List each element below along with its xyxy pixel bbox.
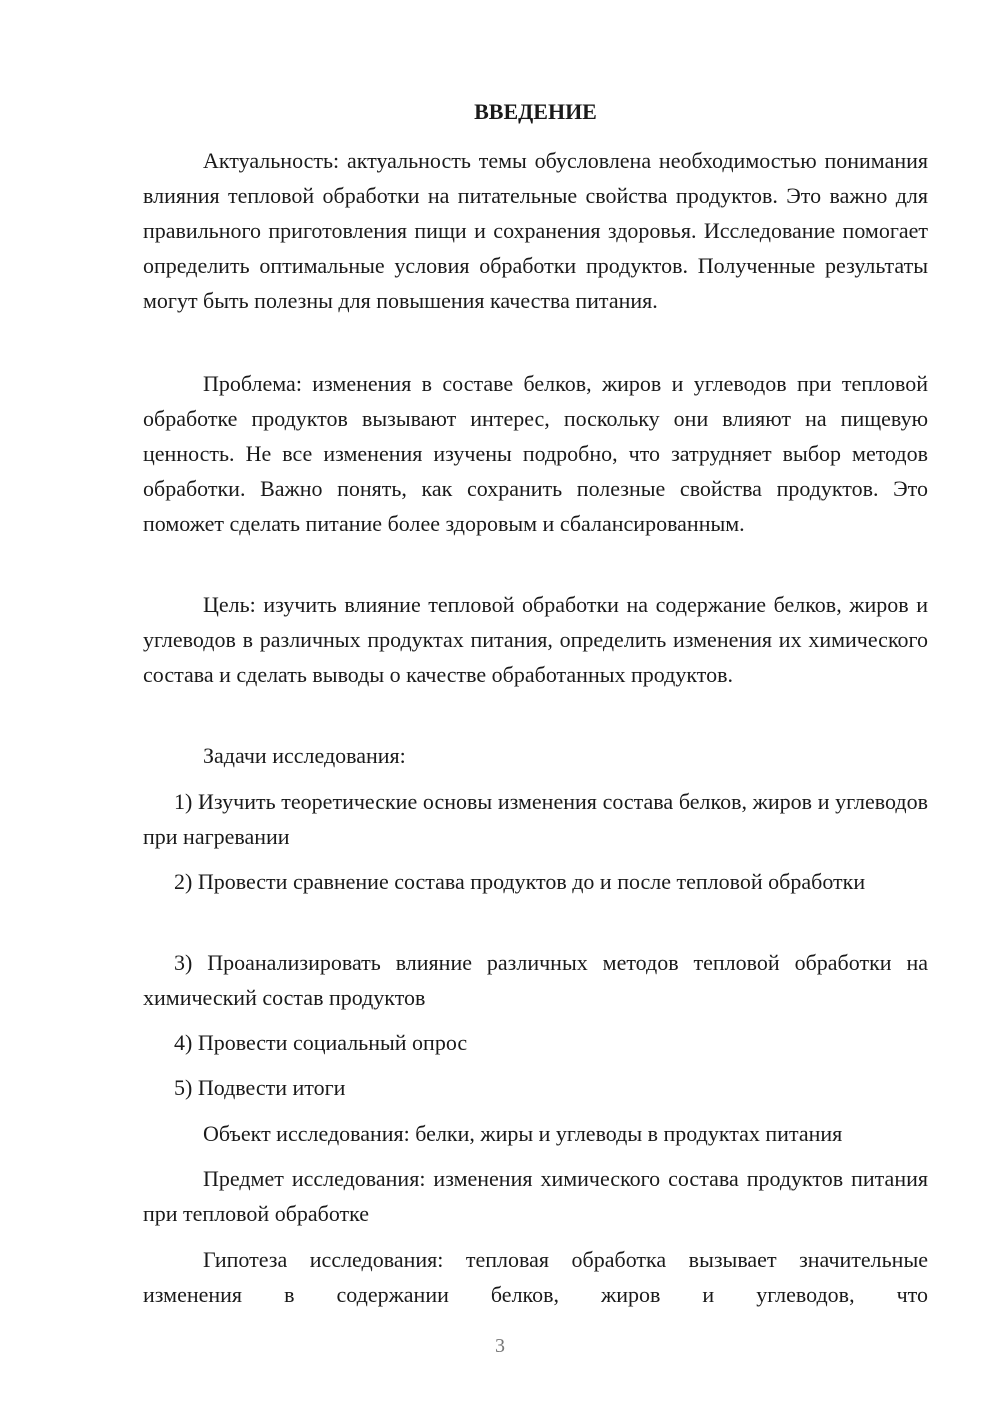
page-title: ВВЕДЕНИЕ	[474, 99, 597, 124]
problem-paragraph: Проблема: изменения в составе белков, жиров и углеводов при тепловой обработке продуктов вызывают интерес, поскольку они влияют на пищевую ценность. Не все изменения изучены подробно, что затрудняет выбор методов обработки. Важно понять, как сохранить полезные свойства продуктов. Это поможет сделать питание более здоровым и сбалансированным.	[143, 371, 928, 536]
relevance-paragraph: Актуальность: актуальность темы обусловлена необходимостью понимания влияния тепловой обработки на питательные свойства продуктов. Это важно для правильного приготовления пищи и сохранения здоровья. Исследование помогает определить оптимальные условия обработки продуктов. Полученные результаты могут быть полезны для повышения качества питания.	[143, 148, 928, 313]
research-subject: Предмет исследования: изменения химического состава продуктов питания при тепловой обработке	[143, 1166, 928, 1226]
research-hypothesis: Гипотеза исследования: тепловая обработка вызывает значительные изменения в содержании белков, жиров и углеводов, что	[143, 1247, 928, 1307]
task-item: 5) Подвести итоги	[174, 1075, 346, 1100]
research-object: Объект исследования: белки, жиры и углеводы в продуктах питания	[203, 1121, 843, 1146]
task-item: 4) Провести социальный опрос	[174, 1030, 468, 1055]
tasks-heading: Задачи исследования:	[203, 743, 406, 768]
task-item: 2) Провести сравнение состава продуктов до и после тепловой обработки	[174, 869, 866, 894]
goal-paragraph: Цель: изучить влияние тепловой обработки на содержание белков, жиров и углеводов в различных продуктах питания, определить изменения их химического состава и сделать выводы о качестве обработанных продуктов.	[143, 592, 928, 687]
page-number: 3	[495, 1335, 505, 1357]
task-item: 3) Проанализировать влияние различных методов тепловой обработки на химический состав продуктов	[143, 950, 928, 1010]
task-item: 1) Изучить теоретические основы изменения состава белков, жиров и углеводов при нагревании	[143, 789, 928, 849]
